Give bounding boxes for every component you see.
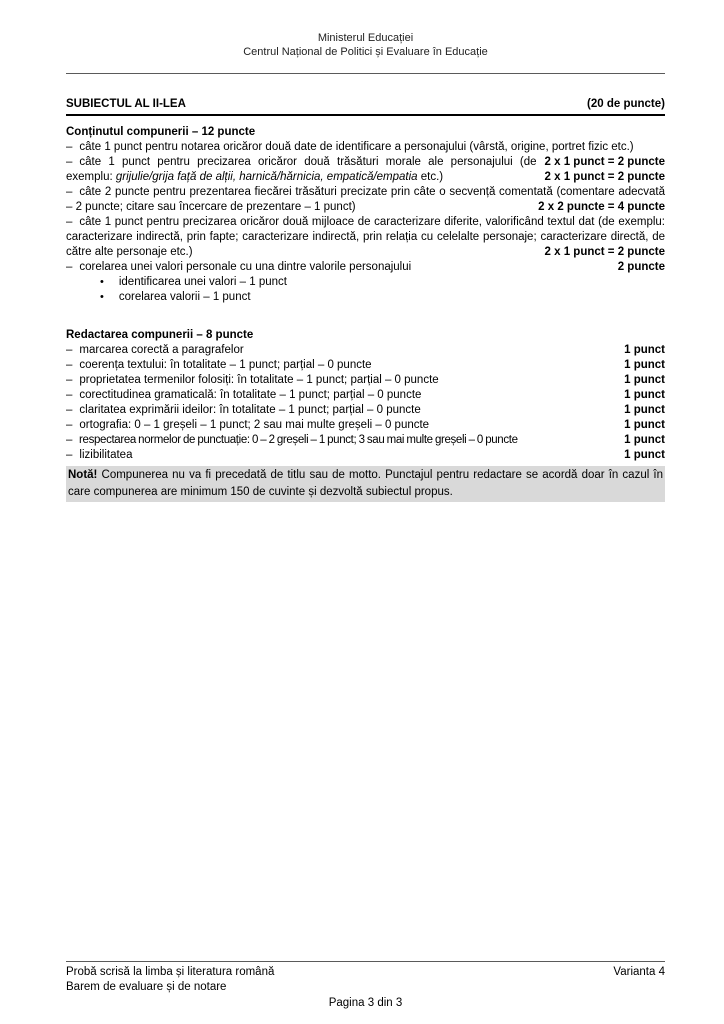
item-score: 2 x 1 punct = 2 puncte bbox=[544, 156, 665, 168]
footer-page-number: Pagina 3 din 3 bbox=[328, 997, 403, 1009]
redaction-items bbox=[66, 343, 665, 463]
item-text: câte 2 puncte pentru prezentarea fiecărei trăsături precizate prin câte o secvență comentată (comentare adecvată – 2 puncte; citare sau încercare de prezentare – 1 punct) bbox=[66, 186, 665, 213]
bullet-text: corelarea valorii – 1 punct bbox=[118, 291, 251, 303]
content-section-title: Conținutul compunerii – 12 puncte bbox=[66, 126, 256, 138]
rubric-item bbox=[66, 433, 665, 448]
footer-exam-name: Probă scrisă la limba și literatura română bbox=[66, 966, 275, 978]
rubric-item bbox=[66, 418, 665, 433]
content-bullets bbox=[66, 275, 665, 305]
rubric-item bbox=[66, 403, 665, 418]
item-score: 1 punct bbox=[624, 404, 665, 416]
item-text: coerența textului: în totalitate – 1 punct; parțial – 0 puncte bbox=[79, 359, 372, 371]
footer-variant: Varianta 4 bbox=[613, 966, 665, 978]
item-text: etc.) bbox=[417, 171, 444, 183]
dash-marker: – bbox=[66, 216, 73, 228]
rubric-item bbox=[66, 448, 665, 463]
rubric-item bbox=[66, 185, 665, 215]
rubric-item bbox=[66, 215, 665, 260]
dash-marker: – bbox=[66, 374, 73, 386]
rubric-item bbox=[66, 373, 665, 388]
dash-marker: – bbox=[66, 404, 73, 416]
bullet-item bbox=[66, 275, 665, 290]
footer-doc-type: Barem de evaluare și de notare bbox=[66, 981, 227, 993]
document-body bbox=[66, 31, 665, 502]
dash-marker: – bbox=[66, 359, 73, 371]
item-text: corectitudinea gramaticală: în totalitate – 1 punct; parțial – 0 puncte bbox=[79, 389, 422, 401]
rubric-item bbox=[66, 140, 665, 168]
dash-marker: – bbox=[66, 261, 73, 273]
dash-marker: – bbox=[66, 419, 73, 431]
item-text: grijulie/grija față de alții, harnică/hărnicia, empatică/empatia bbox=[115, 171, 418, 183]
dash-marker: – bbox=[66, 141, 73, 153]
rubric-item bbox=[66, 388, 665, 403]
content-items bbox=[66, 140, 665, 275]
dash-marker: – bbox=[66, 434, 73, 446]
item-text: câte 1 punct pentru precizarea oricăror două trăsături morale ale personajului (de exemplu: bbox=[66, 156, 537, 183]
subject-title: SUBIECTUL AL II-LEA bbox=[66, 98, 186, 110]
item-text: proprietatea termenilor folosiți: în totalitate – 1 punct; parțial – 0 puncte bbox=[79, 374, 439, 386]
item-text: corelarea unei valori personale cu una dintre valorile personajului bbox=[79, 261, 412, 273]
item-score: 1 punct bbox=[624, 359, 665, 371]
bullet-marker: • bbox=[100, 291, 104, 303]
item-text: claritatea exprimării ideilor: în totalitate – 1 punct; parțial – 0 puncte bbox=[79, 404, 421, 416]
note-label: Notă! bbox=[68, 469, 98, 481]
item-score: 1 punct bbox=[624, 449, 665, 461]
rubric-item bbox=[66, 260, 665, 275]
note-text: Compunerea nu va fi precedată de titlu sau de motto. Punctajul pentru redactare se acordă doar în cazul în care compunerea are minimum 150 de cuvinte și dezvoltă subiectul propus. bbox=[68, 469, 663, 498]
item-text: marcarea corectă a paragrafelor bbox=[79, 344, 244, 356]
subject-heading bbox=[66, 97, 665, 116]
item-score: 1 punct bbox=[624, 434, 665, 446]
item-score: 2 x 1 punct = 2 puncte bbox=[544, 246, 665, 258]
item-text: lizibilitatea bbox=[79, 449, 133, 461]
dash-marker: – bbox=[66, 156, 73, 168]
note-block bbox=[66, 466, 665, 502]
dash-marker: – bbox=[66, 344, 73, 356]
footer-divider bbox=[66, 961, 665, 962]
subject-points: (20 de puncte) bbox=[587, 98, 665, 110]
document-header bbox=[66, 31, 665, 59]
item-score: 2 x 2 puncte = 4 puncte bbox=[538, 201, 665, 213]
item-score: 1 punct bbox=[624, 374, 665, 386]
header-divider bbox=[66, 73, 665, 74]
item-score: 2 puncte bbox=[617, 261, 665, 273]
bullet-text: identificarea unei valori – 1 punct bbox=[118, 276, 287, 288]
item-text: câte 1 punct pentru precizarea oricăror două mijloace de caracterizare diferite, valorificând textul dat (de exemplu: caracterizare indirectă, prin fapte; caracterizare indirectă, prin relația cu celelalte personaje; caracterizare directă, de către alte personaje etc.) bbox=[66, 216, 665, 258]
redaction-section-title: Redactarea compunerii – 8 puncte bbox=[66, 329, 254, 341]
footer-row bbox=[66, 965, 665, 980]
item-score: 1 punct bbox=[624, 389, 665, 401]
item-text: câte 1 punct pentru notarea oricăror două date de identificare a personajului (vârstă, origine, portret fizic etc.) bbox=[79, 141, 634, 153]
ministry-name: Ministerul Educației bbox=[317, 32, 414, 44]
item-text: ortografia: 0 – 1 greșeli – 1 punct; 2 sau mai multe greșeli – 0 puncte bbox=[79, 419, 430, 431]
center-name: Centrul Național de Politici și Evaluare în Educație bbox=[243, 46, 488, 58]
dash-marker: – bbox=[66, 389, 73, 401]
item-score: 1 punct bbox=[624, 344, 665, 356]
rubric-item bbox=[66, 343, 665, 358]
item-score: 2 x 1 punct = 2 puncte bbox=[544, 171, 665, 183]
bullet-item bbox=[66, 290, 665, 305]
dash-marker: – bbox=[66, 449, 73, 461]
bullet-marker: • bbox=[100, 276, 104, 288]
dash-marker: – bbox=[66, 186, 73, 198]
item-score: 1 punct bbox=[624, 419, 665, 431]
document-footer bbox=[66, 961, 665, 1011]
rubric-item bbox=[66, 358, 665, 373]
item-text: respectarea normelor de punctuație: 0 – 2 greșeli – 1 punct; 3 sau mai multe greșeli – 0 puncte bbox=[79, 434, 518, 446]
